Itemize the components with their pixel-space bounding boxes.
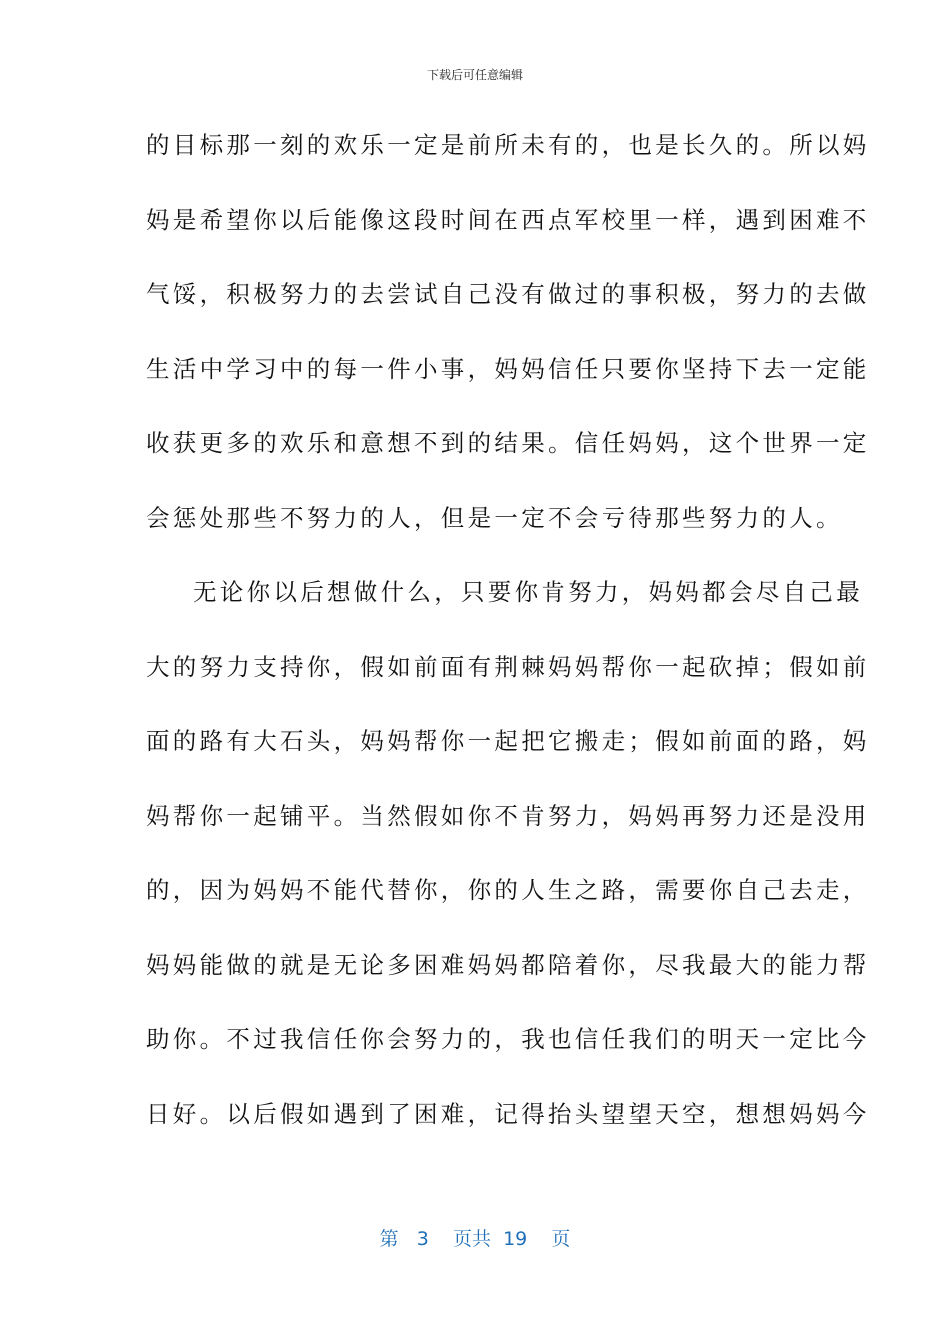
body-line-12: 妈妈能做的就是无论多困难妈妈都陪着你，尽我最大的能力帮	[146, 950, 870, 979]
body-line-1: 的目标那一刻的欢乐一定是前所未有的，也是长久的。所以妈	[146, 131, 870, 159]
body-line-9: 面的路有大石头，妈妈帮你一起把它搬走；假如前面的路，妈	[146, 727, 870, 755]
body-line-13: 助你。不过我信任你会努力的，我也信任我们的明天一定比今	[146, 1025, 870, 1053]
header-note: 下载后可任意编辑	[426, 68, 523, 82]
body-line-3: 气馁，积极努力的去尝试自己没有做过的事积极，努力的去做	[146, 280, 870, 308]
body-line-14: 日好。以后假如遇到了困难，记得抬头望望天空，想想妈妈今	[146, 1099, 870, 1128]
body-line-10: 妈帮你一起铺平。当然假如你不肯努力，妈妈再努力还是没用	[146, 801, 870, 830]
footer-prefix: 第	[379, 1228, 399, 1250]
footer-current-page: 3	[416, 1228, 429, 1250]
body-line-4: 生活中学习中的每一件小事，妈妈信任只要你坚持下去一定能	[146, 354, 870, 383]
body-line-6: 会惩处那些不努力的人，但是一定不会亏待那些努力的人。	[146, 503, 843, 532]
page-footer	[0, 1224, 950, 1251]
footer-middle: 页共	[452, 1228, 491, 1250]
footer-total-pages: 19	[503, 1228, 528, 1250]
body-line-8: 大的努力支持你，假如前面有荆棘妈妈帮你一起砍掉；假如前	[146, 652, 870, 681]
footer-suffix: 页	[551, 1228, 571, 1250]
body-line-11: 的，因为妈妈不能代替你，你的人生之路，需要你自己去走，	[146, 876, 870, 904]
body-line-5: 收获更多的欢乐和意想不到的结果。信任妈妈，这个世界一定	[146, 429, 870, 457]
document-body	[146, 122, 870, 1165]
body-line-7: 无论你以后想做什么，只要你肯努力，妈妈都会尽自己最	[193, 578, 863, 606]
body-line-2: 妈是希望你以后能像这段时间在西点军校里一样，遇到困难不	[146, 205, 870, 234]
